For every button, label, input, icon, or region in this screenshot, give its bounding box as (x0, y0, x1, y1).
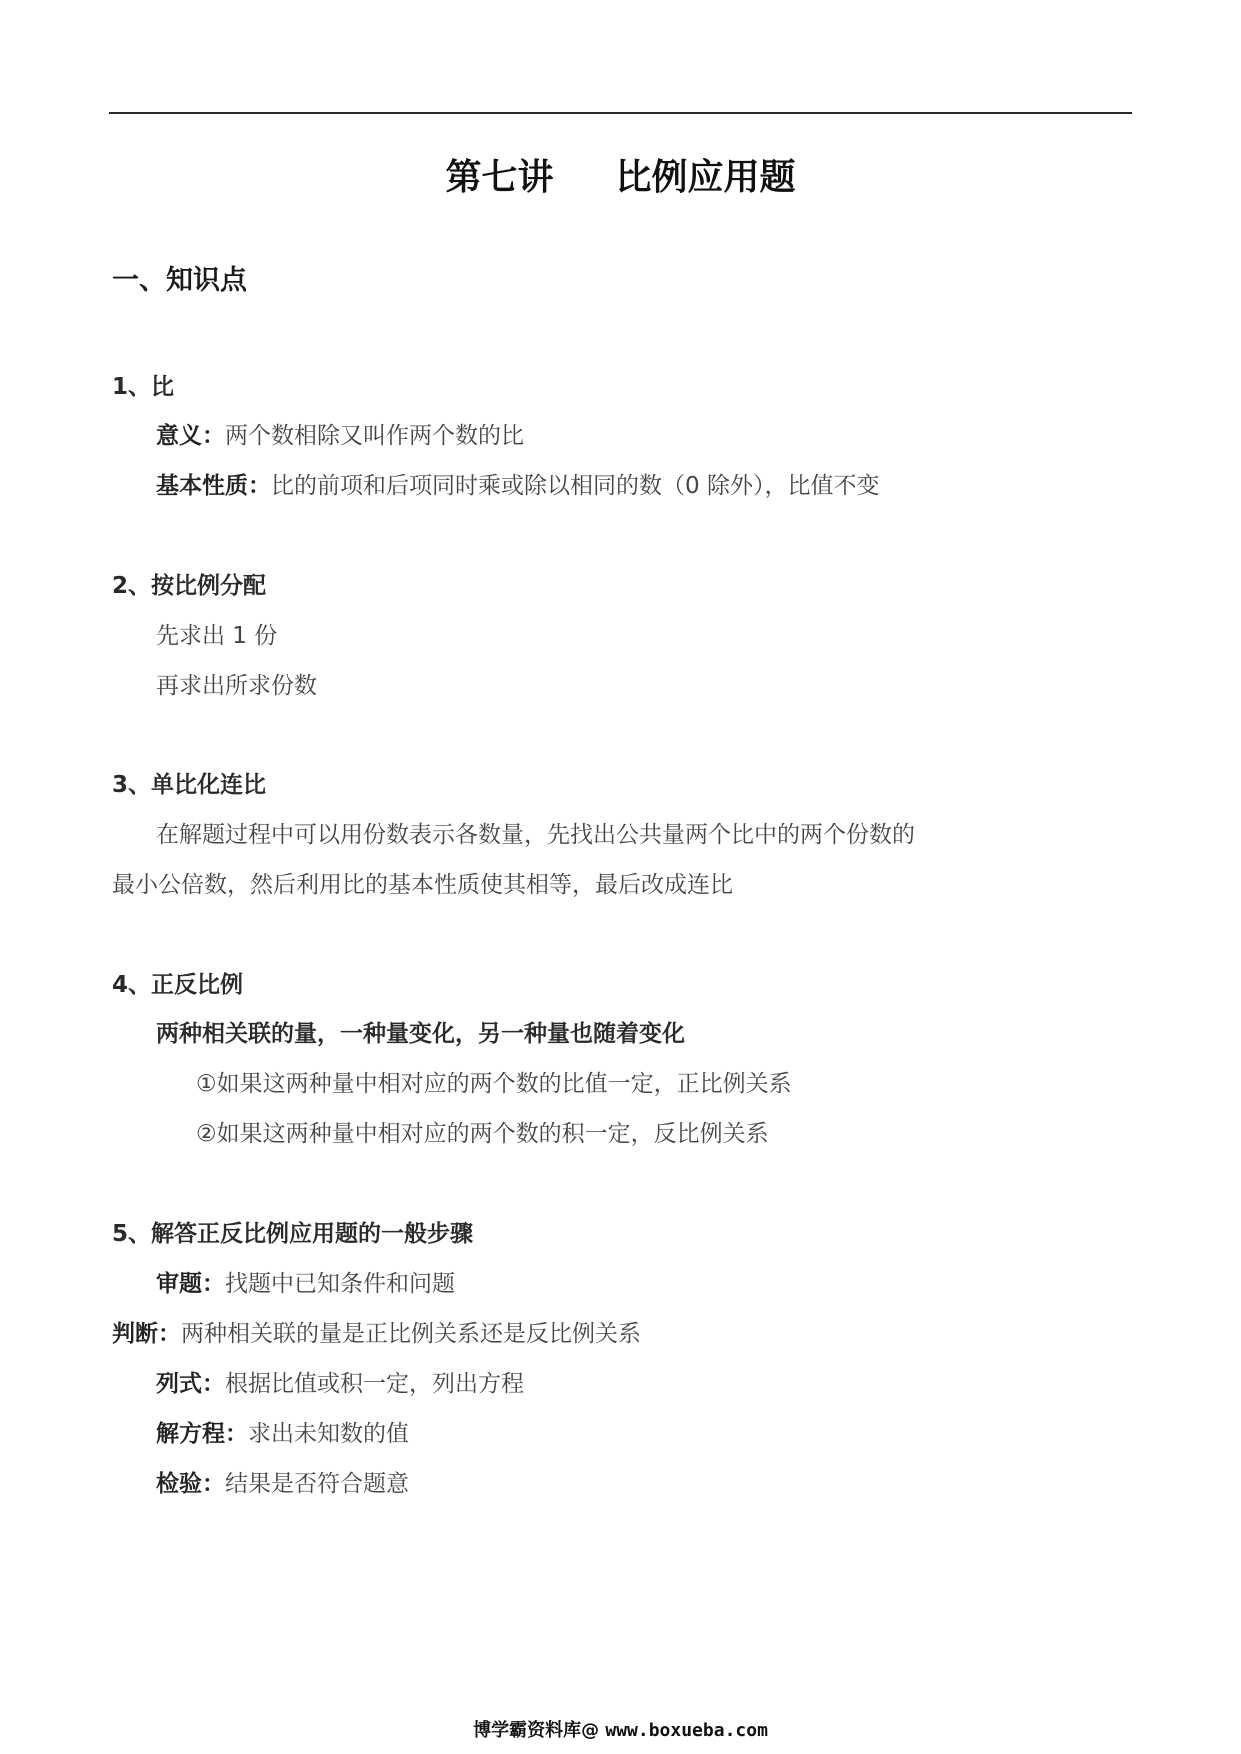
page-title (0, 157, 1241, 198)
s4-item2: ②如果这两种量中相对应的两个数的积一定，反比例关系 (196, 1121, 769, 1147)
s4-bold-line: 两种相关联的量，一种量变化，另一种量也随着变化 (156, 1021, 685, 1047)
step-label: 列式： (156, 1371, 225, 1397)
s1-meaning-text: 两个数相除又叫作两个数的比 (225, 423, 524, 449)
step-label: 判断： (112, 1321, 181, 1347)
s2-heading: 2、按比例分配 (112, 573, 267, 599)
s1-property (156, 475, 879, 498)
s3-heading: 3、单比化连比 (112, 772, 267, 798)
s4-item1: ①如果这两种量中相对应的两个数的比值一定，正比例关系 (196, 1071, 792, 1097)
step-text: 根据比值或积一定，列出方程 (225, 1371, 524, 1397)
footer-site-name: 博学霸资料库 (473, 1720, 582, 1741)
s5-step-equation (156, 1373, 524, 1396)
title-lecture: 第七讲 (445, 157, 554, 198)
s1-meaning-label: 意义： (156, 423, 225, 449)
step-label: 审题： (156, 1271, 225, 1297)
section-heading: 一、知识点 (112, 265, 247, 296)
step-text: 结果是否符合题意 (225, 1471, 409, 1497)
step-label: 检验： (156, 1471, 225, 1497)
step-label: 解方程： (156, 1421, 248, 1447)
s2-line2: 再求出所求份数 (156, 673, 317, 699)
s1-property-text: 比的前项和后项同时乘或除以相同的数（0 除外），比值不变 (271, 473, 880, 499)
footer-separator: @ (581, 1720, 600, 1741)
s3-line2: 最小公倍数，然后利用比的基本性质使其相等，最后改成连比 (112, 872, 733, 898)
s5-step-judge (112, 1323, 641, 1346)
s5-step-review (156, 1273, 455, 1296)
header-rule (109, 112, 1132, 114)
footer (0, 1722, 1241, 1740)
s4-heading: 4、正反比例 (112, 972, 244, 998)
step-text: 两种相关联的量是正比例关系还是反比例关系 (181, 1321, 641, 1347)
s5-heading: 5、解答正反比例应用题的一般步骤 (112, 1221, 474, 1247)
s1-heading: 1、比 (112, 374, 175, 400)
s3-line1: 在解题过程中可以用份数表示各数量，先找出公共量两个比中的两个份数的 (156, 822, 915, 848)
s5-step-check (156, 1473, 409, 1496)
footer-url: www.boxueba.com (605, 1720, 768, 1741)
step-text: 找题中已知条件和问题 (225, 1271, 455, 1297)
step-text: 求出未知数的值 (248, 1421, 409, 1447)
s1-property-label: 基本性质： (156, 473, 271, 499)
s2-line1: 先求出 1 份 (156, 623, 278, 649)
title-topic: 比例应用题 (615, 157, 796, 198)
s5-step-solve (156, 1423, 409, 1446)
s1-meaning (156, 425, 524, 448)
